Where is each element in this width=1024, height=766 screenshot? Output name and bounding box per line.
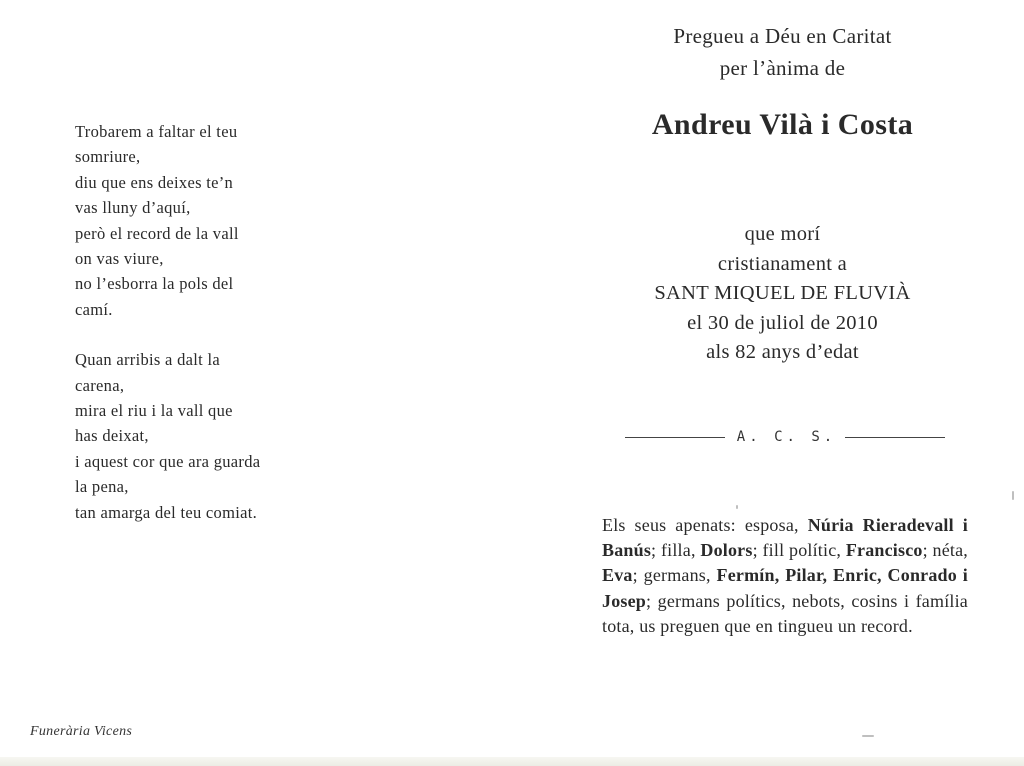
deceased-name: Andreu Vilà i Costa [651,108,914,141]
mourner-name: Fermín, Pilar, Enric, Conrado i Josep [602,565,968,611]
poem-line: camí. [75,299,113,319]
death-age: als 82 anys d’edat [706,341,859,364]
acs-divider [625,424,945,450]
stanza-gap [75,322,335,347]
poem-line: però el record de la vall [75,223,239,243]
scan-speck [736,505,738,509]
scan-speck [862,735,874,737]
mourner-name: Dolors [700,540,753,561]
mourners-text: ; fill polític, [752,540,846,561]
poem-line: diu que ens deixes te’n [75,172,234,192]
acs-text: A. C. S. [736,429,837,445]
mourners-text: ; germans, [632,565,717,586]
poem-line: vas lluny d’aquí, [75,198,191,218]
poem [75,119,335,525]
divider-line [845,437,945,438]
divider-line [625,437,725,438]
poem-line: Trobarem a faltar el teu [75,122,238,141]
mourner-name: Núria Rieradevall i Banús [602,515,968,561]
page-edge [0,757,1024,766]
death-details [600,220,965,368]
poem-line: tan amarga del teu comiat. [75,502,258,522]
mourners-paragraph [602,513,968,639]
poem-line: Quan arribis a dalt la [75,350,220,370]
poem-line: no l’esborra la pols del [75,274,234,294]
prayer-heading [600,20,965,84]
poem-line: on vas viure, [75,249,164,269]
death-place: SANT MIQUEL DE FLUVIÀ [654,282,911,305]
poem-line: la pena, [75,477,129,497]
mourners-text: ; filla, [651,540,701,561]
mourners-text: ; néta, [922,540,968,561]
prayer-line: per l’ànima de [719,56,846,80]
scan-speck [1012,491,1014,500]
poem-line: mira el riu i la vall que [75,401,233,421]
prayer-line: Pregueu a Déu en Caritat [673,24,892,48]
mourner-name: Francisco [845,540,923,561]
poem-line: somriure, [75,147,141,167]
mourners-text: Els seus apenats: esposa, [602,515,808,535]
poem-line: has deixat, [75,426,149,446]
death-date: el 30 de juliol de 2010 [687,311,878,334]
death-line: que morí [744,223,821,245]
poem-line: carena, [75,375,125,395]
poem-line: i aquest cor que ara guarda [75,451,261,471]
mourners-text: ; germans polítics, nebots, cosins i família tota, us preguen que en tingueu un record. [602,590,968,636]
mourner-name: Eva [602,565,633,586]
funeral-home-credit: Funerària Vicens [30,724,133,739]
death-line: cristianament a [717,252,848,275]
